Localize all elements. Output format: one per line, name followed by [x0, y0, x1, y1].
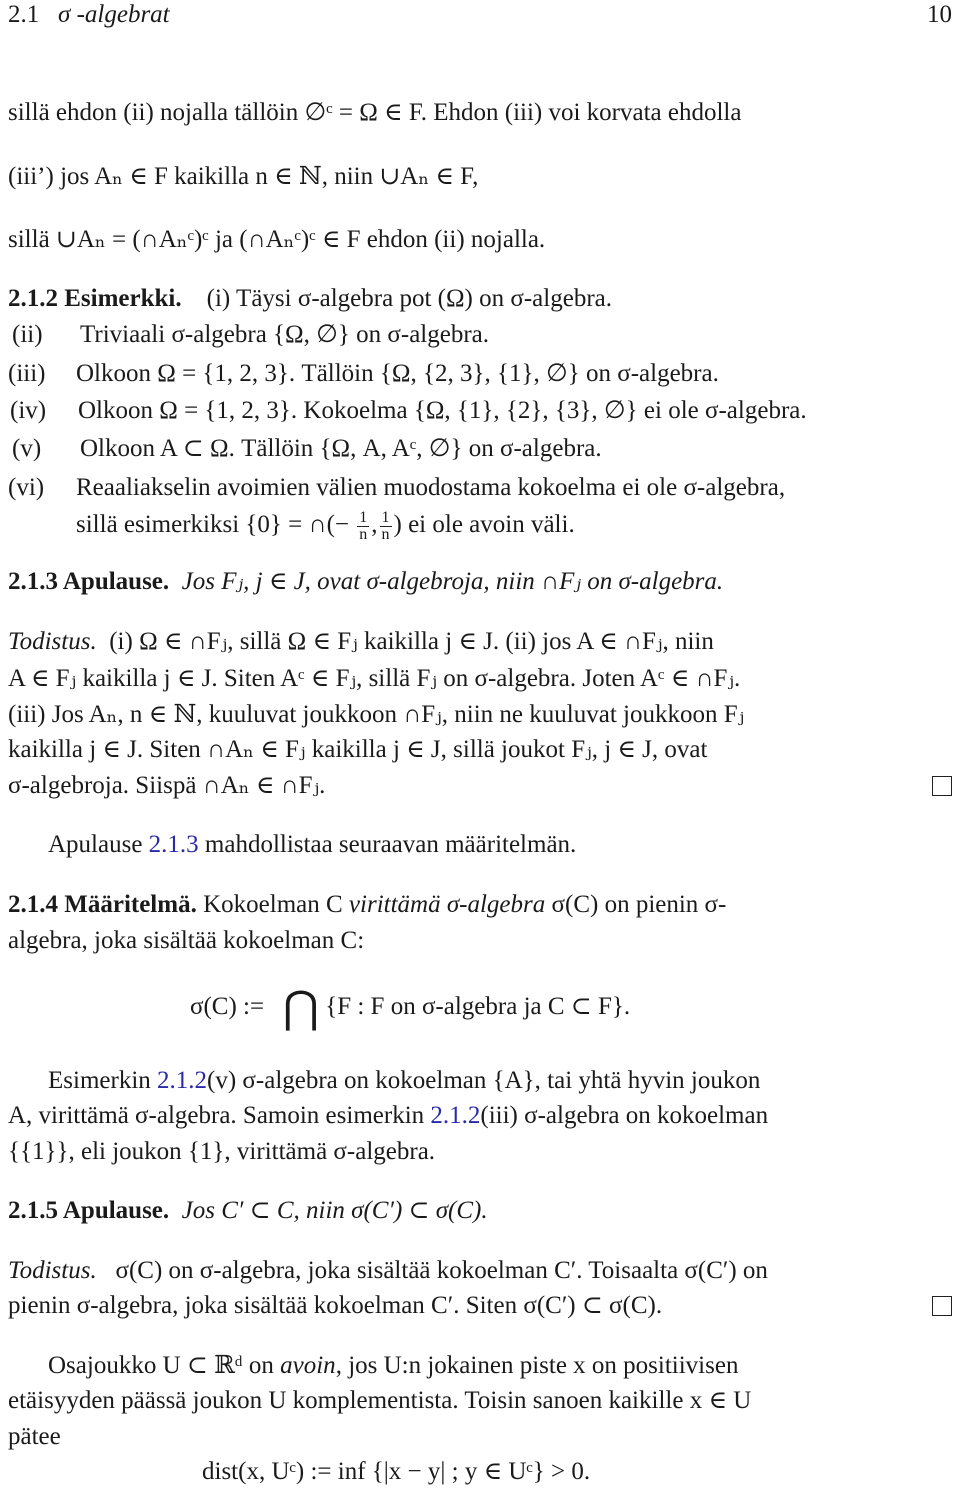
- definition-line: algebra, joka sisältää kokoelman C:: [8, 927, 365, 954]
- example-item-text: Täysi σ-algebra pot (Ω) on σ-algebra.: [236, 285, 612, 312]
- paragraph-line: sillä ehdon (ii) nojalla tällöin ∅ᶜ = Ω ∈ F. Ehdon (iii) voi korvata ehdolla: [8, 99, 742, 126]
- lemma-text: Jos C′ ⊂ C, niin σ(C′) ⊂ σ(C).: [181, 1197, 488, 1224]
- definition-label: 2.1.4 Määritelmä.: [8, 891, 197, 918]
- proof-label: Todistus.: [8, 628, 97, 655]
- remark-line: A, virittämä σ-algebra. Samoin esimerkin 2.1.2(iii) σ-algebra on kokoelman: [8, 1102, 769, 1129]
- lemma-label: 2.1.5 Apulause.: [8, 1197, 170, 1224]
- paragraph-line: (iii’) jos Aₙ ∈ F kaikilla n ∈ ℕ, niin ∪Aₙ ∈ F,: [8, 163, 479, 190]
- proof-line: σ-algebroja. Siispä ∩Aₙ ∈ ∩Fⱼ.: [8, 772, 326, 799]
- header-title: σ -algebrat: [58, 1, 170, 28]
- lemma-213: [8, 567, 723, 597]
- display-formula: dist(x, Uᶜ) := inf {|x − y| ; y ∈ Uᶜ} > 0.: [202, 1458, 591, 1485]
- lemma-text: Jos Fⱼ, j ∈ J, ovat σ-algebroja, niin ∩Fⱼ on σ-algebra.: [181, 568, 724, 595]
- ref-link[interactable]: 2.1.2: [157, 1067, 208, 1094]
- paragraph-line: sillä ∪Aₙ = (∩Aₙᶜ)ᶜ ja (∩Aₙᶜ)ᶜ ∈ F ehdon (ii) nojalla.: [8, 226, 546, 253]
- ref-link[interactable]: 2.1.3: [148, 831, 199, 858]
- ref-link[interactable]: 2.1.2: [430, 1102, 481, 1129]
- proof-line: Todistus. σ(C) on σ-algebra, joka sisältää kokoelman C′. Toisaalta σ(C′) on: [8, 1257, 768, 1284]
- proof-line: A ∈ Fⱼ kaikilla j ∈ J. Siten Aᶜ ∈ Fⱼ, sillä Fⱼ on σ-algebra. Joten Aᶜ ∈ ∩Fⱼ.: [8, 665, 741, 692]
- paragraph-line: Osajoukko U ⊂ ℝᵈ on avoin, jos U:n jokainen piste x on positiivisen: [48, 1352, 739, 1379]
- remark-line: {{1}}, eli joukon {1}, virittämä σ-algebra.: [8, 1138, 436, 1165]
- example-item-continuation: sillä esimerkiksi {0} = ∩(− $\frac{1}{n}$ , $\frac{1}{n}$ ) ei ole avoin väli.: [76, 509, 575, 543]
- running-header: [8, 0, 170, 30]
- proof-label: Todistus.: [8, 1257, 97, 1284]
- example-heading: [8, 284, 612, 314]
- example-item: (ii) Triviaali σ-algebra {Ω, ∅} on σ-algebra.: [12, 321, 490, 348]
- lemma-215: [8, 1196, 488, 1226]
- qed-square-icon: [932, 776, 952, 796]
- proof-line: Todistus. (i) Ω ∈ ∩Fⱼ, sillä Ω ∈ Fⱼ kaikilla j ∈ J. (ii) jos A ∈ ∩Fⱼ, niin: [8, 628, 714, 655]
- example-item-num: (i): [206, 285, 231, 312]
- defined-term: virittämä σ-algebra: [348, 891, 546, 918]
- defined-term: avoin: [280, 1352, 336, 1379]
- example-item: (iv) Olkoon Ω = {1, 2, 3}. Kokoelma {Ω, {1}, {2}, {3}, ∅} ei ole σ-algebra.: [10, 397, 807, 424]
- remark-line: Apulause 2.1.3 mahdollistaa seuraavan määritelmän.: [48, 831, 577, 858]
- remark-line: Esimerkin 2.1.2(v) σ-algebra on kokoelman {A}, tai yhtä hyvin joukon: [48, 1067, 761, 1094]
- fraction-1-over-n: $\frac{1}{n}$: [359, 509, 368, 543]
- fraction-1-over-n: $\frac{1}{n}$: [381, 509, 390, 543]
- example-item: (vi) Reaaliakselin avoimien välien muodostama kokoelma ei ole σ-algebra,: [8, 474, 786, 501]
- example-item: (v) Olkoon A ⊂ Ω. Tällöin {Ω, A, Aᶜ, ∅} on σ-algebra.: [12, 435, 602, 462]
- paragraph-line: etäisyyden päässä joukon U komplementista. Toisin sanoen kaikille x ∈ U: [8, 1387, 752, 1414]
- example-item: (iii) Olkoon Ω = {1, 2, 3}. Tällöin {Ω, {2, 3}, {1}, ∅} on σ-algebra.: [8, 360, 719, 387]
- lemma-label: 2.1.3 Apulause.: [8, 568, 170, 595]
- paragraph-line: pätee: [8, 1423, 61, 1450]
- big-intersection-icon: ⋂: [282, 983, 319, 1032]
- qed-square-icon: [932, 1296, 952, 1316]
- page-number: 10: [927, 1, 952, 28]
- proof-line: pienin σ-algebra, joka sisältää kokoelman C′. Siten σ(C′) ⊂ σ(C).: [8, 1292, 663, 1319]
- definition-214: 2.1.4 Määritelmä. Kokoelman C virittämä σ-algebra σ(C) on pienin σ-: [8, 891, 727, 918]
- example-label: 2.1.2 Esimerkki.: [8, 285, 182, 312]
- proof-line: kaikilla j ∈ J. Siten ∩Aₙ ∈ Fⱼ kaikilla j ∈ J, sillä joukot Fⱼ, j ∈ J, ovat: [8, 736, 708, 763]
- display-formula: σ(C) := ⋂ {F : F on σ-algebra ja C ⊂ F}.: [190, 983, 631, 1032]
- header-section: 2.1: [8, 1, 40, 28]
- proof-line: (iii) Jos Aₙ, n ∈ ℕ, kuuluvat joukkoon ∩Fⱼ, niin ne kuuluvat joukkoon Fⱼ: [8, 701, 745, 728]
